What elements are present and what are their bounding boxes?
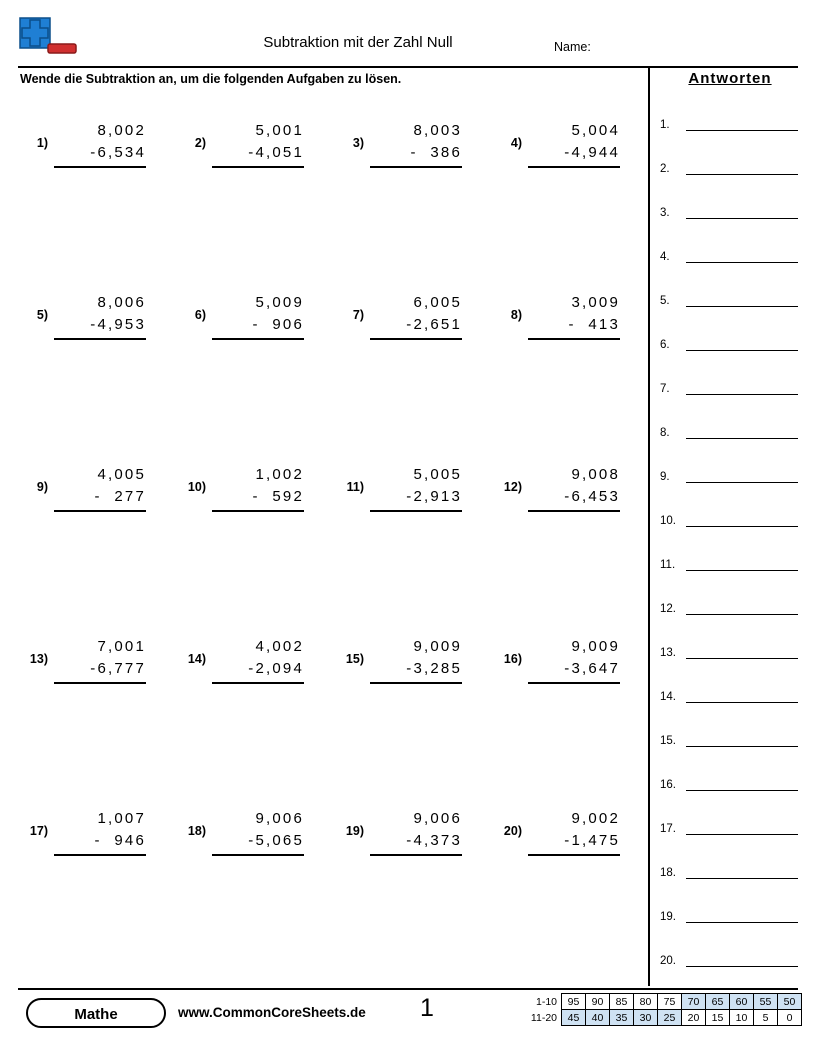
- subtrahend: -1,475: [528, 830, 620, 856]
- problem-3: [334, 120, 484, 180]
- name-field[interactable]: [606, 56, 811, 57]
- answer-row-3[interactable]: [660, 202, 800, 224]
- answer-number: 1.: [660, 119, 670, 131]
- score-cell: 75: [658, 994, 682, 1010]
- answer-blank[interactable]: [686, 966, 798, 967]
- problem-stack: [54, 464, 146, 512]
- problem-stack: [370, 464, 462, 512]
- answer-row-16[interactable]: [660, 774, 800, 796]
- subtrahend: - 946: [54, 830, 146, 856]
- minuend: 9,008: [571, 466, 620, 483]
- problem-stack: [212, 636, 304, 684]
- score-cell: 10: [730, 1010, 754, 1026]
- subtrahend: - 906: [212, 314, 304, 340]
- answer-number: 9.: [660, 471, 670, 483]
- problem-stack: [212, 808, 304, 856]
- answer-blank[interactable]: [686, 834, 798, 835]
- answer-blank[interactable]: [686, 130, 798, 131]
- answer-row-4[interactable]: [660, 246, 800, 268]
- minuend: 9,009: [413, 638, 462, 655]
- problem-number: 3): [352, 136, 364, 150]
- answer-number: 2.: [660, 163, 670, 175]
- subtrahend: -6,777: [54, 658, 146, 684]
- answer-number: 20.: [660, 955, 676, 967]
- answer-blank[interactable]: [686, 790, 798, 791]
- problem-number: 8): [510, 308, 522, 322]
- problem-14: [176, 636, 326, 696]
- score-cell: 5: [754, 1010, 778, 1026]
- score-cell: 80: [634, 994, 658, 1010]
- answer-blank[interactable]: [686, 482, 798, 483]
- problem-4: [492, 120, 642, 180]
- problem-stack: [370, 120, 462, 168]
- problem-17: [18, 808, 168, 868]
- problem-stack: [528, 292, 620, 340]
- answer-row-13[interactable]: [660, 642, 800, 664]
- problem-number: 7): [352, 308, 364, 322]
- minuend: 5,001: [255, 122, 304, 139]
- problem-1: [18, 120, 168, 180]
- answer-row-19[interactable]: [660, 906, 800, 928]
- answer-blank[interactable]: [686, 438, 798, 439]
- answer-number: 18.: [660, 867, 676, 879]
- problem-stack: [528, 808, 620, 856]
- answer-row-6[interactable]: [660, 334, 800, 356]
- footer-divider: [18, 988, 798, 990]
- minuend: 6,005: [413, 294, 462, 311]
- minuend: 5,005: [413, 466, 462, 483]
- subtrahend: -2,094: [212, 658, 304, 684]
- answer-number: 10.: [660, 515, 676, 527]
- answer-row-10[interactable]: [660, 510, 800, 532]
- answer-blank[interactable]: [686, 218, 798, 219]
- problem-8: [492, 292, 642, 352]
- score-row-2: [526, 1010, 802, 1026]
- answer-number: 6.: [660, 339, 670, 351]
- problem-number: 18): [187, 824, 206, 838]
- answer-blank[interactable]: [686, 394, 798, 395]
- problem-number: 16): [503, 652, 522, 666]
- minuend: 4,005: [97, 466, 146, 483]
- answer-row-11[interactable]: [660, 554, 800, 576]
- page-header: [18, 16, 798, 64]
- problem-number: 4): [510, 136, 522, 150]
- answer-row-12[interactable]: [660, 598, 800, 620]
- problem-number: 11): [346, 480, 364, 494]
- score-cell: 30: [634, 1010, 658, 1026]
- score-cell: 20: [682, 1010, 706, 1026]
- score-row-label: 1-10: [535, 995, 557, 1008]
- answer-blank[interactable]: [686, 526, 798, 527]
- answer-number: 12.: [660, 603, 676, 615]
- subtrahend: -2,651: [370, 314, 462, 340]
- problem-10: [176, 464, 326, 524]
- subtrahend: - 277: [54, 486, 146, 512]
- score-cell: 15: [706, 1010, 730, 1026]
- minuend: 9,006: [255, 810, 304, 827]
- minuend: 1,007: [97, 810, 146, 827]
- name-label: Name:: [554, 40, 591, 54]
- problem-number: 1): [36, 136, 48, 150]
- problem-number: 13): [29, 652, 48, 666]
- problem-stack: [54, 292, 146, 340]
- answer-blank[interactable]: [686, 658, 798, 659]
- answers-column: [660, 70, 800, 91]
- page-title: Subtraktion mit der Zahl Null: [263, 34, 453, 51]
- problem-number: 15): [345, 652, 364, 666]
- problem-number: 6): [194, 308, 206, 322]
- subtrahend: -3,647: [528, 658, 620, 684]
- answer-number: 19.: [660, 911, 676, 923]
- score-cell: 35: [610, 1010, 634, 1026]
- problem-stack: [212, 464, 304, 512]
- answer-blank[interactable]: [686, 350, 798, 351]
- logo-icon: [18, 16, 90, 64]
- score-row-1: [526, 994, 802, 1010]
- answer-number: 4.: [660, 251, 670, 263]
- subtrahend: -4,373: [370, 830, 462, 856]
- subtrahend: -2,913: [370, 486, 462, 512]
- score-cell: 55: [754, 994, 778, 1010]
- subtrahend: -4,051: [212, 142, 304, 168]
- score-cell: 85: [610, 994, 634, 1010]
- minuend: 4,002: [255, 638, 304, 655]
- problem-number: 19): [345, 824, 364, 838]
- minuend: 9,009: [571, 638, 620, 655]
- problems-grid: [18, 110, 638, 870]
- problem-2: [176, 120, 326, 180]
- problem-12: [492, 464, 642, 524]
- problem-number: 20): [503, 824, 522, 838]
- subtrahend: - 413: [528, 314, 620, 340]
- subtrahend: -6,534: [54, 142, 146, 168]
- answer-blank[interactable]: [686, 922, 798, 923]
- answer-number: 16.: [660, 779, 676, 791]
- minuend: 9,002: [571, 810, 620, 827]
- answer-blank[interactable]: [686, 702, 798, 703]
- subtrahend: -3,285: [370, 658, 462, 684]
- answer-blank[interactable]: [686, 570, 798, 571]
- answer-row-2[interactable]: [660, 158, 800, 180]
- answer-blank[interactable]: [686, 746, 798, 747]
- answer-row-18[interactable]: [660, 862, 800, 884]
- problem-stack: [370, 636, 462, 684]
- problem-stack: [54, 636, 146, 684]
- problem-9: [18, 464, 168, 524]
- problem-number: 10): [187, 480, 206, 494]
- answer-number: 5.: [660, 295, 670, 307]
- answer-row-15[interactable]: [660, 730, 800, 752]
- answer-row-8[interactable]: [660, 422, 800, 444]
- answer-number: 17.: [660, 823, 676, 835]
- subtrahend: -4,953: [54, 314, 146, 340]
- answer-number: 8.: [660, 427, 670, 439]
- answer-number: 3.: [660, 207, 670, 219]
- score-cell: 95: [562, 994, 586, 1010]
- answer-number: 11.: [660, 559, 676, 571]
- problem-number: 9): [36, 480, 48, 494]
- problem-6: [176, 292, 326, 352]
- problem-13: [18, 636, 168, 696]
- minuend: 5,009: [255, 294, 304, 311]
- problem-number: 12): [503, 480, 522, 494]
- problem-stack: [370, 292, 462, 340]
- answer-blank[interactable]: [686, 614, 798, 615]
- problem-18: [176, 808, 326, 868]
- problem-stack: [54, 808, 146, 856]
- answer-row-14[interactable]: [660, 686, 800, 708]
- problem-20: [492, 808, 642, 868]
- score-cell: 25: [658, 1010, 682, 1026]
- answers-title: Antworten: [688, 70, 772, 87]
- page-number: 1: [420, 994, 434, 1022]
- score-cell: 90: [586, 994, 610, 1010]
- problem-number: 17): [29, 824, 48, 838]
- answer-number: 14.: [660, 691, 676, 703]
- problem-5: [18, 292, 168, 352]
- minuend: 7,001: [97, 638, 146, 655]
- answer-number: 15.: [660, 735, 676, 747]
- score-cell: 50: [778, 994, 802, 1010]
- problem-stack: [54, 120, 146, 168]
- problem-stack: [212, 120, 304, 168]
- subject-badge: Mathe: [26, 998, 166, 1028]
- problem-7: [334, 292, 484, 352]
- answer-row-17[interactable]: [660, 818, 800, 840]
- subtrahend: -5,065: [212, 830, 304, 856]
- vertical-divider: [648, 66, 650, 986]
- instructions-text: Wende die Subtraktion an, um die folgenden Aufgaben zu lösen.: [20, 72, 402, 86]
- problem-19: [334, 808, 484, 868]
- answer-row-1[interactable]: [660, 114, 800, 136]
- subtrahend: - 386: [370, 142, 462, 168]
- problem-number: 5): [36, 308, 48, 322]
- score-row-label: 11-20: [530, 1011, 557, 1024]
- minuend: 8,006: [97, 294, 146, 311]
- header-divider: [18, 66, 798, 68]
- problem-stack: [528, 636, 620, 684]
- problem-15: [334, 636, 484, 696]
- score-cell: 45: [562, 1010, 586, 1026]
- minuend: 8,003: [413, 122, 462, 139]
- minuend: 9,006: [413, 810, 462, 827]
- score-cell: 70: [682, 994, 706, 1010]
- answer-row-7[interactable]: [660, 378, 800, 400]
- subtrahend: -6,453: [528, 486, 620, 512]
- minuend: 3,009: [571, 294, 620, 311]
- score-cell: 65: [706, 994, 730, 1010]
- score-cell: 60: [730, 994, 754, 1010]
- answer-row-5[interactable]: [660, 290, 800, 312]
- minuend: 1,002: [255, 466, 304, 483]
- problem-stack: [212, 292, 304, 340]
- answer-blank[interactable]: [686, 878, 798, 879]
- problem-11: [334, 464, 484, 524]
- subtrahend: -4,944: [528, 142, 620, 168]
- problem-number: 14): [187, 652, 206, 666]
- minuend: 8,002: [97, 122, 146, 139]
- answer-number: 13.: [660, 647, 676, 659]
- answer-blank[interactable]: [686, 174, 798, 175]
- problem-stack: [370, 808, 462, 856]
- subtrahend: - 592: [212, 486, 304, 512]
- problem-number: 2): [194, 136, 206, 150]
- answer-row-20[interactable]: [660, 950, 800, 972]
- score-cell: 40: [586, 1010, 610, 1026]
- website-url: www.CommonCoreSheets.de: [178, 1005, 366, 1020]
- problem-stack: [528, 464, 620, 512]
- score-table: [526, 993, 802, 1026]
- problem-16: [492, 636, 642, 696]
- answer-blank[interactable]: [686, 262, 798, 263]
- answer-blank[interactable]: [686, 306, 798, 307]
- score-cell: 0: [778, 1010, 802, 1026]
- answer-row-9[interactable]: [660, 466, 800, 488]
- answer-number: 7.: [660, 383, 670, 395]
- problem-stack: [528, 120, 620, 168]
- minuend: 5,004: [571, 122, 620, 139]
